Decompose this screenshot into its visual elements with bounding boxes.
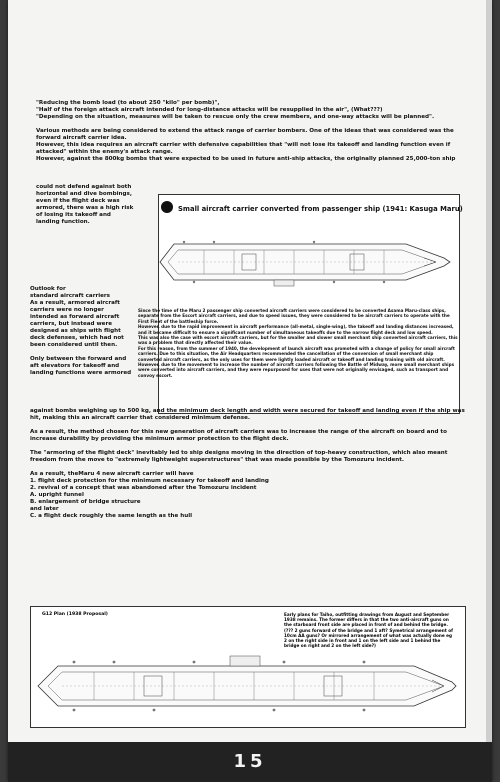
bullet-dot-icon xyxy=(161,201,173,213)
left-line: Only between the forward and xyxy=(30,356,127,362)
body-paragraph: The "armoring of the flight deck" inevitably led to ship designs moving in the direction of top-heavy construction, which also meant freedom from the move to "extremely lightweight superstructures" that was made possible by the Tomozuru incident. xyxy=(30,450,448,463)
list-intro: As a result, theMaru 4 new aircraft carrier will have xyxy=(30,471,194,477)
kasuga-maru-plan-drawing xyxy=(154,222,454,302)
left-line: landing functions were armored xyxy=(30,370,132,376)
figure-note-line: (??? 2 guns forward of the bridge and 1 aft? Symetrical arrangement of 10cm AA guns? Or mirrored arrangement of what was actually done eg 2 on the right side in front and 1 on the left side and 1 behind the bridge on right and 2 on the left side?) xyxy=(284,627,453,649)
wrap-line: of losing its takeoff and xyxy=(36,212,111,218)
g12-plan-drawing xyxy=(34,650,460,724)
left-line: standard aircraft carriers xyxy=(30,293,111,299)
list-item: A. upright funnel xyxy=(30,492,84,498)
left-line: aft elevators for takeoff and xyxy=(30,363,120,369)
quote-line: "Depending on the situation, measures will be taken to rescue only the crew members, and one-way attacks will be planned". xyxy=(36,114,435,120)
box-paragraph: For this reason, from the summer of 1940, the development of launch aircraft was promoted with a change of policy for small aircraft carriers. Due to this situation, the Air Headquarters recommended the cancellation of the conversion of small merchant ship converted aircraft carriers, as the only uses for them were lightly loaded aircraft or takeoff and landing training with old aircraft. xyxy=(138,345,455,362)
left-line: been considered until then. xyxy=(30,342,118,348)
wrap-line: landing function. xyxy=(36,219,90,225)
body-paragraph: As a result, the method chosen for this new generation of aircraft carriers was to increase the range of the aircraft on board and to increase durability by providing the minimum armor protection to the flight deck. xyxy=(30,429,447,442)
box-title: Small aircraft carrier converted from passenger ship (1941: Kasuga Maru) xyxy=(178,205,463,213)
body-paragraph: Various methods are being considered to extend the attack range of carrier bombers. One of the ideas that was considered was the forward aircraft carrier idea. xyxy=(36,128,454,141)
page-edge-bar xyxy=(486,0,492,782)
list-item: C. a flight deck roughly the same length as the hull xyxy=(30,513,193,519)
wrap-text-block xyxy=(36,184,158,226)
wrap-line: horizontal and dive bombings, xyxy=(36,191,132,197)
main-text-block xyxy=(36,100,466,163)
left-line: carriers, but instead were xyxy=(30,321,113,327)
figure-label: G12 Plan (1938 Proposal) xyxy=(42,612,108,617)
box-paragraph: However, due to the movement to increase the number of aircraft carriers following the Battle of Midway, more small merchant ships were converted into aircraft carriers, and they were repurposed for uses that were not originally envisaged, such as transport and convoy escort. xyxy=(138,362,455,378)
figure-note-line: Early plans for Taiho, outfitting drawings from August and September 1938 remains. The former differs in that the two anti-aircraft guns on the starboard front side are placed in front of and behind the bridge. xyxy=(284,612,450,628)
left-line: designed as ships with flight xyxy=(30,328,121,334)
body-paragraph: against bombs weighing up to 500 kg, and the minimum deck length and width were secured for takeoff and landing even if the ship was hit, making this an aircraft carrier that considered minimum defense. xyxy=(30,408,465,421)
left-line: deck defenses, which had not xyxy=(30,335,124,341)
box-paragraph: This was also the case with escort aircraft carriers, but for the smaller and slower small merchant ship converted aircraft carriers, this was a problem that directly affected their value. xyxy=(138,335,458,346)
figure-note xyxy=(284,612,456,648)
page-number: 15 xyxy=(8,742,492,782)
left-column-text xyxy=(30,286,142,377)
wrap-line: could not defend against both xyxy=(36,184,132,190)
box-paragraph: Since the time of the Maru 2 passenger ship converted aircraft carriers were considered to be converted Asama Maru-class ships, separate from the Escort aircraft carriers, and due to speed issues, they were considered to be aircraft carriers to operate with the First Fleet of the battleship force. xyxy=(138,308,450,324)
document-page xyxy=(8,0,492,782)
wrap-line: even if the flight deck was xyxy=(36,198,120,204)
list-item: and later xyxy=(30,506,59,512)
list-item: 1. flight deck protection for the minimum necessary for takeoff and landing xyxy=(30,478,269,484)
box-paragraph: However, due to the rapid improvement in aircraft performance (all-metal, single-wing), the takeoff and landing distances increased, and it became difficult to ensure a significant number of simultaneous takeoffs due to the narrow flight deck and low speed. xyxy=(138,324,454,335)
body-paragraph: However, this idea requires an aircraft carrier with defensive capabilities that "will not lose its takeoff and landing function even if attacked" within the enemy's attack range. xyxy=(36,142,451,155)
quote-line: "Half of the foreign attack aircraft intended for long-distance attacks will be resupplied in the air", (What???) xyxy=(36,107,383,113)
continuation-text xyxy=(30,408,470,520)
wrap-line: armored, there was a high risk xyxy=(36,205,134,211)
left-line: carriers were no longer xyxy=(30,307,104,313)
left-line: intended as forward aircraft xyxy=(30,314,120,320)
box-body-text xyxy=(138,308,458,378)
left-line: As a result, armored aircraft xyxy=(30,300,120,306)
left-line: Outlook for xyxy=(30,286,66,292)
body-paragraph: However, against the 800kg bombs that were expected to be used in future anti-ship attacks, the originally planned 25,000-ton ship xyxy=(36,156,456,162)
list-item: 2. revival of a concept that was abandoned after the Tomozuru incident xyxy=(30,485,257,491)
quote-line: "Reducing the bomb load (to about 250 "kilo" per bomb)", xyxy=(36,100,220,106)
list-item: B. enlargement of bridge structure xyxy=(30,499,141,505)
